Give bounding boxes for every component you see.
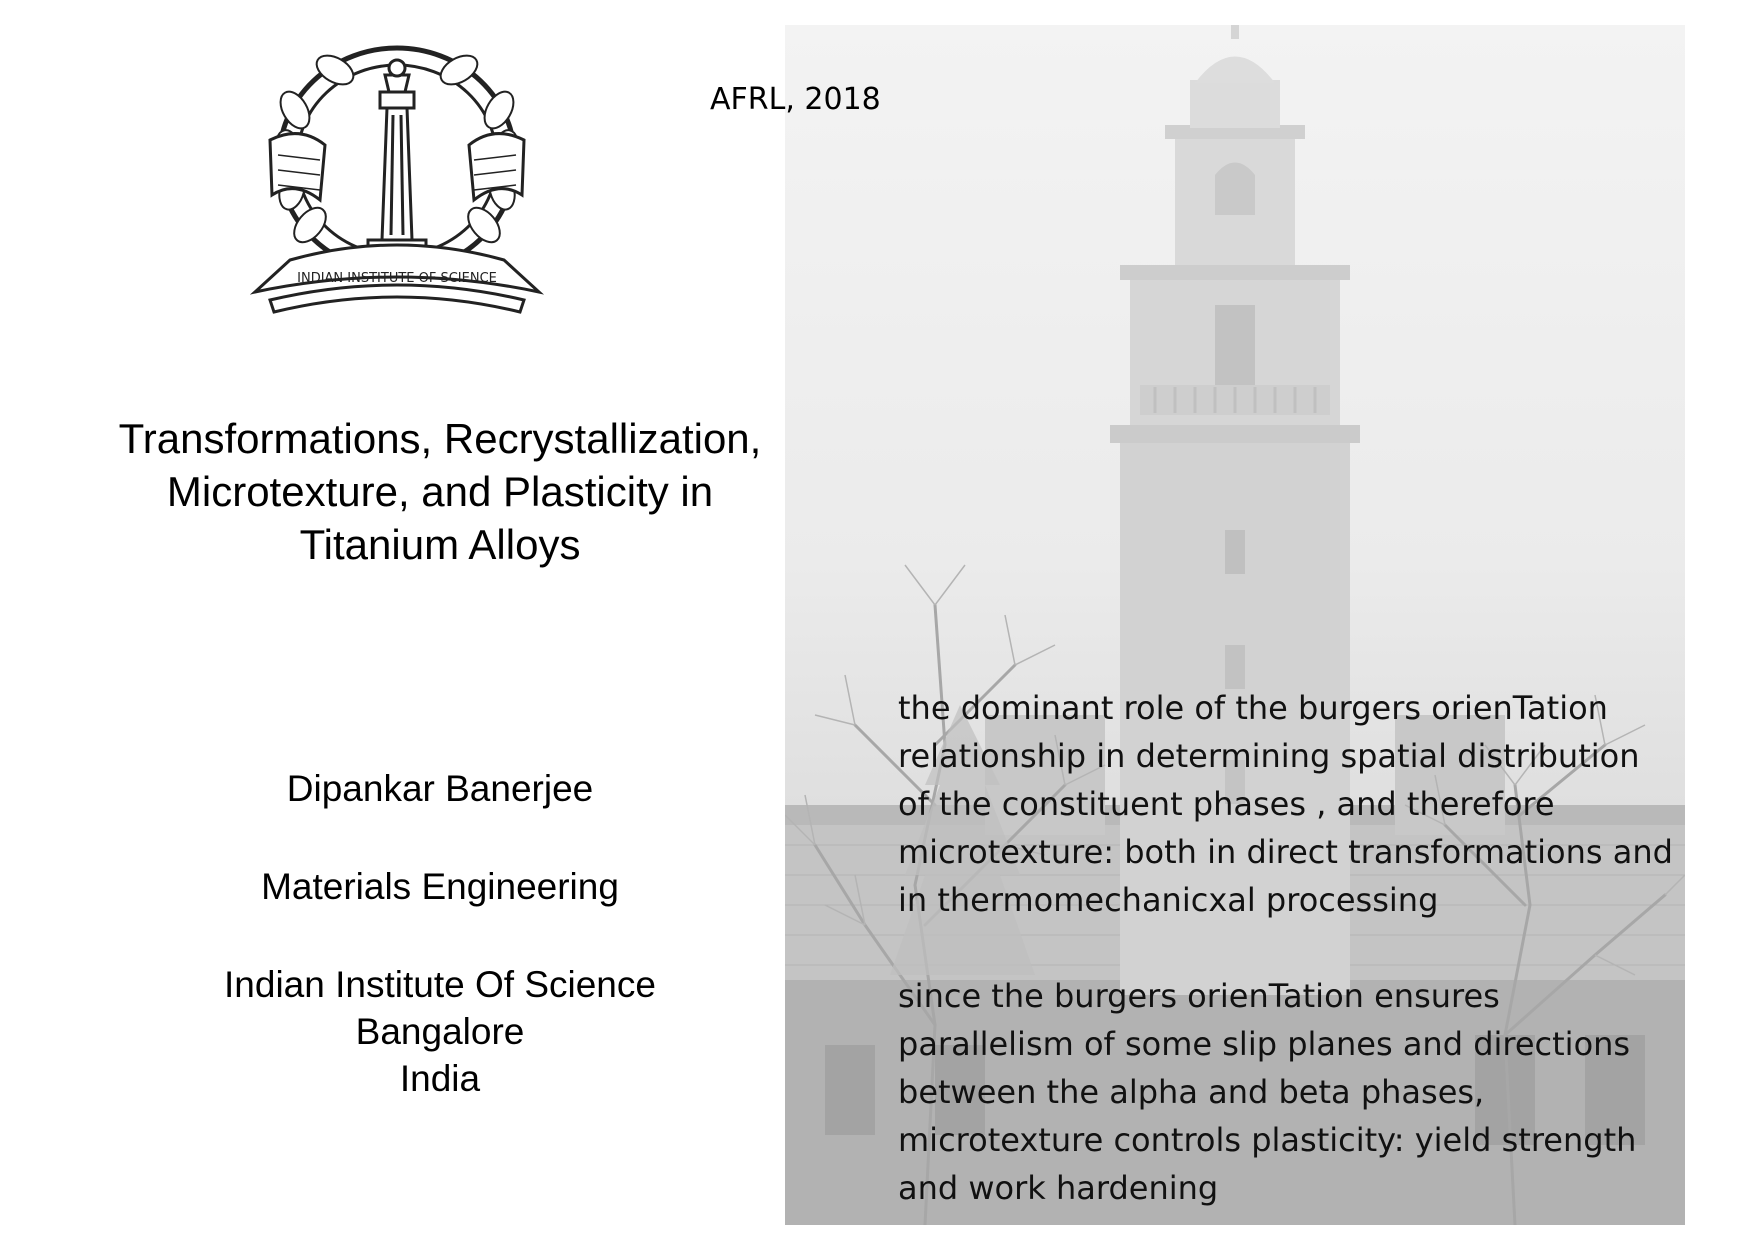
summary-paragraph-2: since the burgers orienTation ensures parallelism of some slip planes and directions between the alpha and beta phases, microtexture controls plasticity: yield strength and work hardening xyxy=(898,977,1637,1207)
summary-text xyxy=(898,684,1678,1212)
title-line: Microtexture, and Plasticity in xyxy=(166,468,714,515)
title-line: Titanium Alloys xyxy=(299,521,581,568)
event-date: AFRL, 2018 xyxy=(710,82,881,117)
author-city: Bangalore xyxy=(355,1011,525,1052)
svg-text:INDIAN INSTITUTE OF SCIENCE: INDIAN INSTITUTE OF SCIENCE xyxy=(297,271,497,286)
author-affiliation xyxy=(140,765,740,1102)
presentation-title xyxy=(60,412,820,571)
author-country: India xyxy=(399,1058,481,1099)
title-line: Transformations, Recrystallization, xyxy=(118,415,762,462)
iisc-emblem-logo xyxy=(250,30,545,320)
author-department: Materials Engineering xyxy=(261,866,619,907)
summary-paragraph-1: the dominant role of the burgers orienTation relationship in determining spatial distribution of the constituent phases , and therefore microtexture: both in direct transformations and in thermomechanicxal processing xyxy=(898,689,1673,919)
emblem-icon xyxy=(250,30,545,320)
author-name: Dipankar Banerjee xyxy=(286,768,594,809)
author-institute: Indian Institute Of Science xyxy=(224,964,656,1005)
